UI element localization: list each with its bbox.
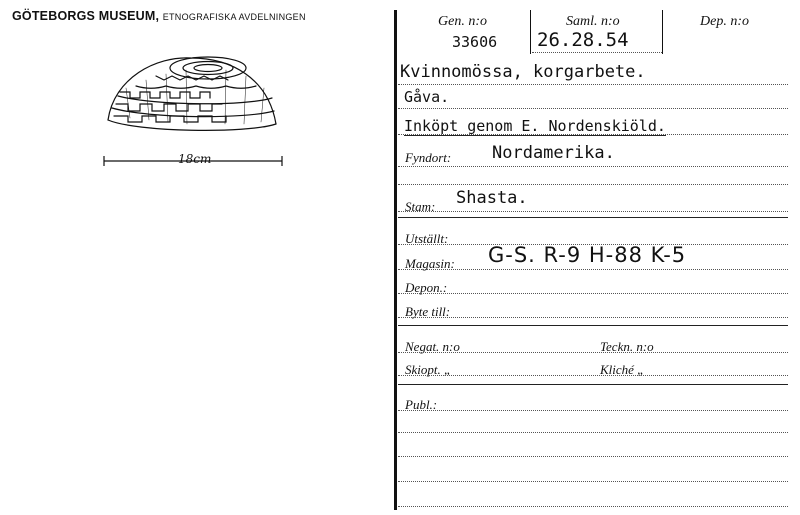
rule-line	[398, 432, 788, 433]
magasin-label: Magasin:	[405, 256, 455, 271]
card-divider	[394, 10, 397, 510]
header-separator-2	[662, 10, 663, 54]
rule-line	[398, 184, 788, 185]
utstallt-label: Utställt:	[405, 231, 449, 246]
rule-line	[398, 84, 788, 85]
rule-line	[398, 506, 788, 507]
rule-line	[398, 166, 788, 167]
rule-line	[398, 456, 788, 457]
saml-underline	[532, 52, 662, 53]
department-name: ETNOGRAFISKA AVDELNINGEN	[162, 12, 306, 22]
negat-label: Negat. n:o	[405, 339, 460, 354]
skiopt-label: Skiopt. „	[405, 362, 452, 377]
saml-number-value: 26.28.54	[537, 29, 629, 51]
fyndort-value: Nordamerika.	[492, 143, 615, 163]
rule-line	[398, 352, 788, 353]
rule-line	[398, 317, 788, 318]
purchase-note: Inköpt genom E. Nordenskiöld.	[404, 117, 666, 135]
fyndort-label: Fyndort:	[405, 150, 452, 165]
saml-number-label: Saml. n:o	[566, 14, 620, 29]
stam-label: Stam:	[405, 199, 436, 214]
kliche-label: Kliché „	[600, 362, 645, 377]
museum-heading	[12, 9, 306, 23]
section-rule	[398, 217, 788, 218]
section-rule	[398, 325, 788, 326]
byte-label: Byte till:	[405, 304, 451, 319]
dep-number-label: Dep. n:o	[700, 14, 749, 29]
header-separator-1	[530, 10, 531, 54]
rule-line	[398, 108, 788, 109]
rule-line	[398, 293, 788, 294]
rule-line	[398, 134, 788, 135]
gen-number-value: 33606	[452, 33, 498, 51]
rule-line	[398, 269, 788, 270]
rule-line	[398, 481, 788, 482]
gen-number-label: Gen. n:o	[438, 14, 487, 29]
section-rule	[398, 384, 788, 385]
rule-line	[398, 211, 788, 212]
scale-label: 18cm	[178, 152, 212, 166]
rule-line	[398, 410, 788, 411]
publ-label: Publ.:	[405, 397, 438, 412]
rule-line	[398, 375, 788, 376]
teckn-label: Teckn. n:o	[600, 339, 654, 354]
object-description: Kvinnomössa, korgarbete.	[400, 62, 646, 82]
acquisition-type: Gåva.	[404, 88, 450, 106]
magasin-value: G-S. R-9 H-88 K-5	[488, 243, 687, 267]
stam-value: Shasta.	[456, 188, 528, 208]
depon-label: Depon.:	[405, 280, 448, 295]
museum-name: GÖTEBORGS MUSEUM,	[12, 9, 160, 23]
